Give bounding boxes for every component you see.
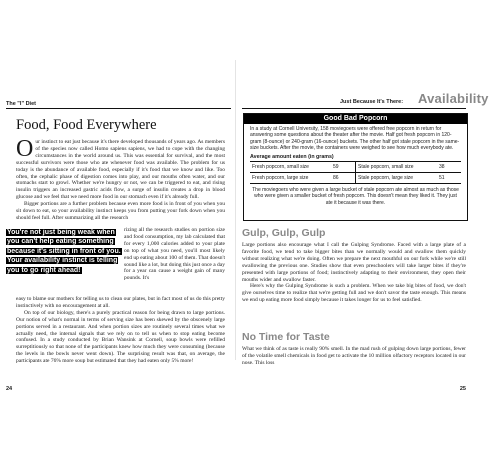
page-number-right: 25 [459, 386, 466, 392]
text-after-quote [16, 296, 225, 365]
right-page [236, 0, 489, 472]
section-heading-gulp: Gulp, Gulp, Gulp [242, 227, 326, 239]
after-quote-paragraph: easy to blame our mothers for telling us to clean our plates, but in fact most of us do this pretty instinctively with no encouragement at all. [16, 296, 225, 309]
intro-paragraph [16, 136, 225, 201]
taste-section-text [242, 346, 466, 367]
paragraph-bigger-portions: Bigger portions are a further problem because even more food is in front of you when you sit down to eat, so your availability instinct keeps you from putting your fork down when you should feel full. After summarizing all the research [16, 201, 225, 221]
intro-paragraph-text: ur instinct to eat just because it's there developed thousands of years ago. As members of the species now called Homo sapiens sapiens, we had to cope with the changing circumstances in the world around us. This was essential for survival, and the most successful survivors were those who ate whenever food was available. The problem for us today is the abundance of available food, especially if it's food that we know and like. Too often, the cephalic phase of digestion comes into play, and our mouths often water, and our stomachs start to growl. Whether we're hungry or not, we can be triggered to eat, and rising insulin triggers an increased gastric acids flow, a surge of insulin creates a drop in blood glucose and we feel that we need more food in our stomach even if it's already full. [16, 139, 225, 201]
table-cell [250, 162, 355, 172]
pull-quote-text: You're not just being weak when you can't help eating something because it's sitting in front of you. Your availability instinct is telling you to go right ahead! [7, 229, 121, 274]
gulp-section-text [242, 242, 466, 304]
intro-block [16, 136, 225, 222]
row-label: Fresh popcorn, small size [252, 164, 309, 171]
row-label: Stale popcorn, large size [358, 175, 414, 182]
left-page [0, 0, 236, 472]
taste-paragraph: What we think of as taste is really 90% smell. In the mad rush of gulping down large portions, fewer of the volatile smell chemicals in food get to activate the 10 million olfactory receptors located in our nose. This loss [242, 346, 466, 366]
row-value: 51 [439, 175, 445, 182]
running-head-left: The "I" Diet [6, 101, 36, 107]
paragraph-biology: On top of our biology, there's a purely practical reason for being drawn to large portions. Our notion of what's normal in terms of serving size has been skewed by the obscenely large portions served in a restaurant. And when portion sizes are routinely several times what we actually need, the internal signals that we rely on to tell us when to stop eating become confused. In a study conducted by Brian Wansink at Cornell, soup bowls were refilled surreptitiously so that none of the participants knew how much they were consuming (because the levels in the bowls never went down). The surprising result was that, on average, the participants ate 76% more soup but estimated that they had eaten only 5% more! [16, 309, 225, 365]
chapter-title: Food, Food Everywhere [16, 117, 157, 133]
sidebar-title: Good Bad Popcorn [244, 114, 467, 124]
running-head-right: Just Because It's There: [340, 99, 404, 105]
table-cell [355, 173, 461, 183]
text-beside-quote: rizing all the research studies on portion size and food consumption, my lab calculated that for every 1,000 calories added to your plate on top of what you need, you'll most likely end up eating about 100 of them. That doesn't sound like a lot, but doing this just once a day for a year can cause a weight gain of many pounds. It's [124, 227, 225, 282]
running-head-rule-right [242, 108, 466, 109]
drop-cap: O [16, 136, 34, 162]
table-cell [355, 162, 461, 172]
row-value: 59 [333, 164, 339, 171]
row-value: 38 [439, 164, 445, 171]
row-value: 86 [333, 175, 339, 182]
sidebar-box [243, 113, 468, 221]
sidebar-outro: The moviegoers who were given a large bucket of stale popcorn ate almost as much as those who were given a smaller bucket of fresh popcorn. This doesn't mean they liked it. They just ate it because it was there. [252, 187, 459, 206]
running-head-accent: Availability [418, 91, 489, 106]
gulp-paragraph-1: Large portions also encourage what I call the Gulping Syndrome. Faced with a large plate of a favorite food, we tend to take bigger bites than we normally would and swallow them quickly without realizing what we're doing. Often we prepare the next mouthful on our fork while we're still swallowing the previous one. Studies show that even preschoolers will take larger bites if they're presented with large portions of food; instinctively adapting to their environment, they open their mouths wider and swallow faster. [242, 242, 466, 283]
gulp-paragraph-2: Here's why the Gulping Syndrome is such a problem. When we take big bites of food, we don't give ourselves time to realize that we're getting full and we don't savor the taste enough. This means we end up eating more food simply because it takes longer for us to feel satisfied. [242, 283, 466, 304]
row-label: Stale popcorn, small size [358, 164, 414, 171]
page-number-left: 24 [6, 386, 13, 392]
table-cell [250, 173, 355, 183]
section-heading-taste: No Time for Taste [242, 331, 330, 343]
sidebar-intro: In a study at Cornell University, 158 moviegoers were offered free popcorn in return for answering some questions about the theater after the movie. Half got fresh popcorn in 120-gram (8-ounce) or 240-gram (16-ounce) buckets. The other half got stale popcorn in the same-size buckets. After the movie, the containers were weighed to see how much everybody ate. [250, 126, 460, 151]
table-row [250, 172, 461, 183]
sidebar-table-heading: Average amount eaten (in grams) [250, 154, 334, 161]
table-row [250, 162, 461, 172]
pull-quote [6, 228, 121, 275]
row-label: Fresh popcorn, large size [252, 175, 309, 182]
running-head-rule-left [6, 108, 231, 109]
popcorn-table [250, 161, 461, 184]
